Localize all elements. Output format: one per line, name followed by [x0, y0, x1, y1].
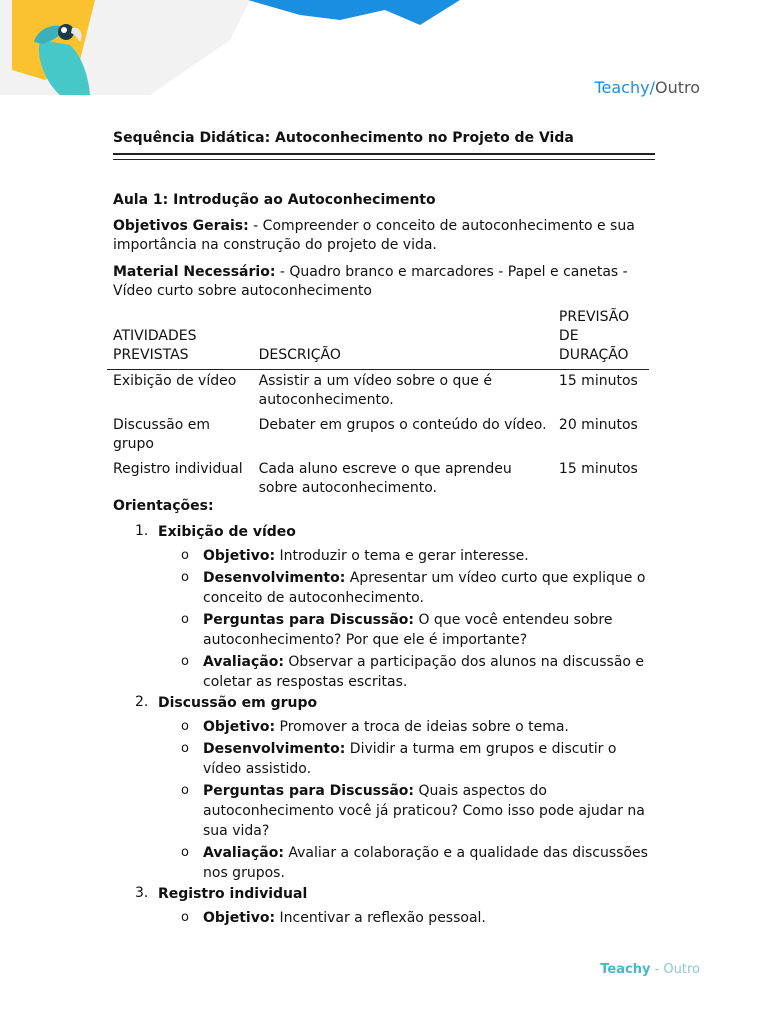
sub-item-text: Introduzir o tema e gerar interesse. [275, 548, 529, 564]
bullet-icon: o [181, 910, 189, 925]
sub-item [181, 652, 658, 692]
sub-item-label: Avaliação: [203, 845, 284, 861]
sub-item-text: Avaliar a colaboração e a qualidade das discussões nos grupos. [203, 845, 648, 881]
orientations-title: Orientações: [113, 498, 214, 514]
orientation-title: Discussão em grupo [158, 695, 318, 711]
sub-item [181, 908, 658, 928]
list-item [113, 694, 658, 883]
sub-item [181, 781, 658, 841]
sub-item [181, 739, 658, 779]
bullet-icon: o [181, 719, 189, 734]
sub-item-text: O que você entendeu sobre autoconhecimento? Por que ele é importante? [203, 612, 613, 648]
objectives-label: Objetivos Gerais: [113, 218, 249, 234]
table-cell-duration: 20 minutos [558, 417, 638, 433]
sub-item [181, 843, 658, 883]
sub-item-text: Dividir a turma em grupos e discutir o vídeo assistido. [203, 741, 617, 777]
bullet-icon: o [181, 845, 189, 860]
orientations-list [113, 523, 658, 930]
objectives-paragraph [113, 217, 653, 255]
brand-section: Outro [654, 78, 700, 97]
orientation-title: Registro individual [158, 886, 308, 902]
footer-separator: - [650, 962, 664, 977]
table-row [107, 370, 649, 415]
sub-item-label: Desenvolvimento: [203, 570, 346, 586]
bullet-icon: o [181, 612, 189, 627]
list-item [113, 523, 658, 692]
sub-item [181, 568, 658, 608]
sub-item-text: Incentivar a reflexão pessoal. [275, 910, 486, 926]
list-number: 1. [135, 523, 149, 539]
brand-footer [600, 962, 700, 977]
table-cell-description: Debater em grupos o conteúdo do vídeo. [258, 417, 547, 433]
table-cell-description: Cada aluno escreve o que aprendeu sobre autoconhecimento. [258, 461, 512, 496]
brand-separator: / [649, 78, 655, 97]
bullet-icon: o [181, 783, 189, 798]
sub-item-label: Objetivo: [203, 910, 276, 926]
list-number: 2. [135, 694, 149, 710]
list-number: 3. [135, 885, 149, 901]
sub-item-label: Perguntas para Discussão: [203, 783, 415, 799]
document-title: Sequência Didática: Autoconhecimento no Projeto de Vida [113, 130, 574, 146]
table-cell-duration: 15 minutos [558, 461, 638, 477]
sub-item [181, 610, 658, 650]
table-header-activities: ATIVIDADES PREVISTAS [107, 308, 253, 370]
sub-item [181, 717, 658, 737]
list-item [113, 885, 658, 928]
sub-item-text: Quais aspectos do autoconhecimento você já praticou? Como isso pode ajudar na sua vida? [203, 783, 645, 839]
parrot-logo-icon [34, 24, 90, 95]
table-cell-description: Assistir a um vídeo sobre o que é autoconhecimento. [258, 373, 492, 408]
table-row [107, 458, 649, 502]
footer-brand-name: Teachy [600, 962, 651, 977]
activities-table [107, 308, 649, 502]
bullet-icon: o [181, 548, 189, 563]
sub-item-label: Avaliação: [203, 654, 284, 670]
sub-item-text: Apresentar um vídeo curto que explique o conceito de autoconhecimento. [203, 570, 646, 606]
material-text: - Quadro branco e marcadores - Papel e canetas - Vídeo curto sobre autoconhecimento [113, 264, 628, 299]
lesson-title: Aula 1: Introdução ao Autoconhecimento [113, 192, 436, 208]
table-header-row [107, 308, 649, 370]
bullet-icon: o [181, 741, 189, 756]
table-cell-activity: Discussão em grupo [113, 417, 210, 452]
brand-name: Teachy [594, 78, 650, 97]
sub-item-label: Objetivo: [203, 548, 276, 564]
brand-header [594, 78, 700, 97]
table-row [107, 414, 649, 458]
material-paragraph [113, 263, 653, 301]
objectives-text: - Compreender o conceito de autoconhecimento e sua importância na construção do projeto de vida. [113, 218, 635, 253]
bullet-icon: o [181, 570, 189, 585]
material-label: Material Necessário: [113, 264, 276, 280]
sub-item-label: Objetivo: [203, 719, 276, 735]
table-header-duration: PREVISÃO DE DURAÇÃO [553, 308, 649, 370]
sub-item-label: Desenvolvimento: [203, 741, 346, 757]
bullet-icon: o [181, 654, 189, 669]
orientation-title: Exibição de vídeo [158, 524, 296, 540]
footer-section: Outro [663, 962, 700, 977]
table-cell-activity: Exibição de vídeo [113, 373, 237, 389]
sub-item-text: Observar a participação dos alunos na discussão e coletar as respostas escritas. [203, 654, 645, 690]
table-header-description: DESCRIÇÃO [253, 308, 553, 370]
sub-item-text: Promover a troca de ideias sobre o tema. [275, 719, 569, 735]
table-cell-duration: 15 minutos [558, 373, 638, 389]
title-divider [113, 153, 655, 160]
table-cell-activity: Registro individual [113, 461, 243, 477]
sub-item-label: Perguntas para Discussão: [203, 612, 415, 628]
sub-item [181, 546, 658, 566]
